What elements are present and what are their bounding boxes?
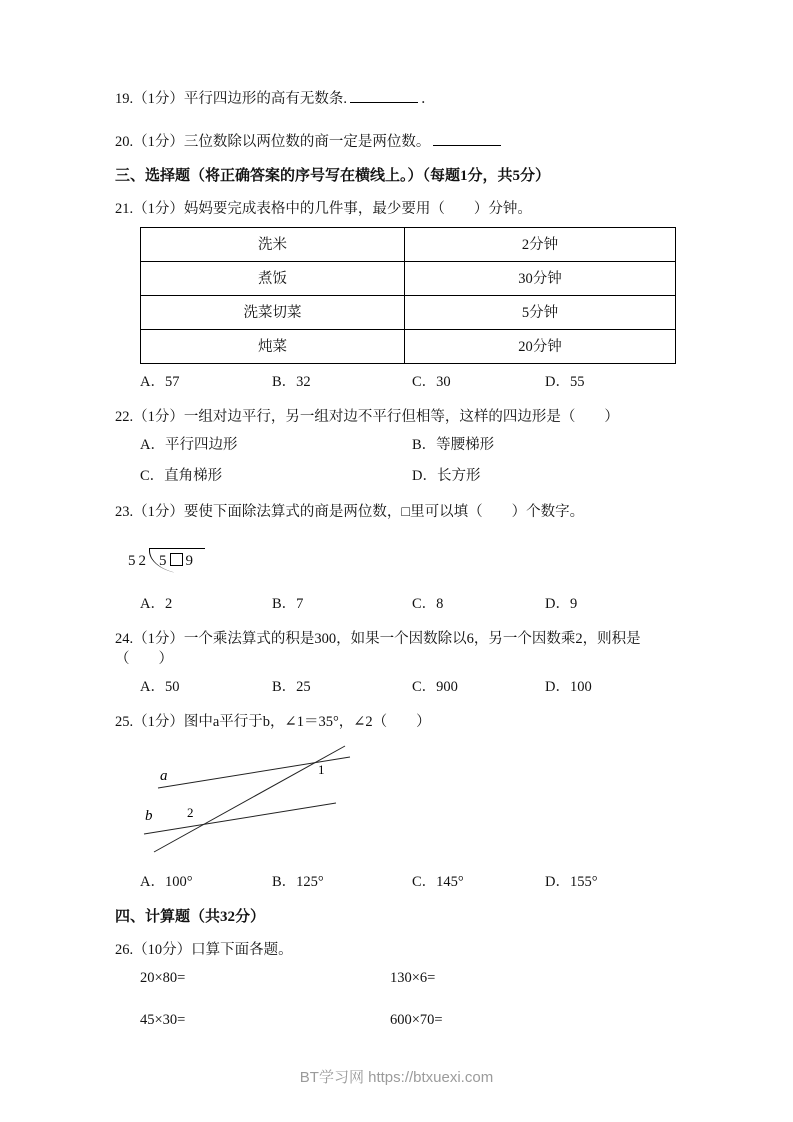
line-a-label: a bbox=[160, 768, 168, 784]
angle-2-label: 2 bbox=[187, 805, 194, 820]
q23-options bbox=[140, 594, 682, 614]
q26-problems bbox=[140, 968, 682, 1030]
q24-option-b: B．25 bbox=[272, 679, 311, 695]
q24-options bbox=[140, 677, 682, 697]
calc-problem: 45×30= bbox=[140, 1012, 186, 1028]
calc-problem: 20×80= bbox=[140, 970, 186, 986]
table-row bbox=[141, 262, 676, 296]
exam-page bbox=[115, 88, 682, 1030]
q25-option-b: B．125° bbox=[272, 874, 324, 890]
question-24-stem: 24.（1分）一个乘法算式的积是300，如果一个因数除以6，另一个因数乘2，则积是（ ） bbox=[115, 631, 641, 667]
q21-option-c: C．30 bbox=[412, 374, 451, 390]
q25-option-c: C．145° bbox=[412, 874, 464, 890]
q22-options bbox=[140, 435, 682, 486]
question-20 bbox=[115, 131, 682, 152]
q23-option-c: C．8 bbox=[412, 596, 444, 612]
table-row bbox=[141, 296, 676, 330]
blank-box-square bbox=[170, 553, 183, 566]
transversal-line bbox=[154, 746, 345, 852]
q21-options bbox=[140, 372, 682, 392]
line-b bbox=[144, 803, 336, 834]
question-20-text: 20.（1分）三位数除以两位数的商一定是两位数。 bbox=[115, 134, 431, 150]
q23-option-a: A．2 bbox=[140, 596, 173, 612]
q22-option-b: B．等腰梯形 bbox=[412, 437, 495, 453]
question-19 bbox=[115, 88, 682, 109]
time-cell: 30分钟 bbox=[405, 262, 676, 296]
q21-option-b: B．32 bbox=[272, 374, 311, 390]
q24-option-d: D．100 bbox=[545, 679, 592, 695]
question-25-stem: 25.（1分）图中a平行于b，∠1＝35°，∠2（ ） bbox=[115, 714, 431, 730]
answer-blank-20 bbox=[433, 131, 501, 146]
task-cell: 洗米 bbox=[141, 228, 405, 262]
time-cell: 2分钟 bbox=[405, 228, 676, 262]
question-26-stem: 26.（10分）口算下面各题。 bbox=[115, 942, 293, 958]
q22-option-d: D．长方形 bbox=[412, 468, 481, 484]
q25-options bbox=[140, 872, 682, 892]
question-23-stem: 23.（1分）要使下面除法算式的商是两位数，□里可以填（ ）个数字。 bbox=[115, 504, 585, 520]
line-b-label: b bbox=[145, 808, 153, 824]
question-22-stem: 22.（1分）一组对边平行，另一组对边不平行但相等，这样的四边形是（ ） bbox=[115, 409, 619, 425]
calc-problem: 600×70= bbox=[390, 1012, 443, 1028]
q21-task-table bbox=[140, 227, 676, 364]
question-19-text: 19.（1分）平行四边形的高有无数条. bbox=[115, 91, 347, 107]
q25-option-d: D．155° bbox=[545, 874, 598, 890]
task-cell: 煮饭 bbox=[141, 262, 405, 296]
q23-option-b: B．7 bbox=[272, 596, 304, 612]
task-cell: 洗菜切菜 bbox=[141, 296, 405, 330]
q23-option-d: D．9 bbox=[545, 596, 578, 612]
dividend-left: 5 bbox=[159, 553, 167, 569]
q24-option-a: A．50 bbox=[140, 679, 180, 695]
site-watermark: BT学习网 https://btxuexi.com bbox=[299, 1069, 494, 1086]
section-4-title: 四、计算题（共32分） bbox=[115, 909, 266, 925]
section-3-title: 三、选择题（将正确答案的序号写在横线上。）（每题1分，共5分） bbox=[115, 168, 551, 184]
task-cell: 炖菜 bbox=[141, 330, 405, 364]
time-cell: 20分钟 bbox=[405, 330, 676, 364]
answer-blank-19 bbox=[350, 88, 418, 103]
table-row bbox=[141, 330, 676, 364]
q21-option-a: A．57 bbox=[140, 374, 180, 390]
time-cell: 5分钟 bbox=[405, 296, 676, 330]
question-19-suffix: ． bbox=[421, 91, 436, 107]
q24-option-c: C．900 bbox=[412, 679, 458, 695]
q25-figure-wrap bbox=[140, 742, 682, 868]
division-bracket bbox=[149, 548, 205, 574]
division-expression bbox=[128, 548, 682, 574]
q25-option-a: A．100° bbox=[140, 874, 193, 890]
q21-option-d: D．55 bbox=[545, 374, 585, 390]
table-row bbox=[141, 228, 676, 262]
question-21-stem: 21.（1分）妈妈要完成表格中的几件事，最少要用（ ）分钟。 bbox=[115, 201, 532, 217]
q22-option-c: C．直角梯形 bbox=[140, 468, 223, 484]
calc-problem: 130×6= bbox=[390, 970, 436, 986]
angle-1-label: 1 bbox=[318, 762, 325, 777]
q22-option-a: A．平行四边形 bbox=[140, 437, 238, 453]
dividend-right: 9 bbox=[185, 553, 193, 569]
divisor: 52 bbox=[128, 553, 149, 569]
parallel-lines-figure bbox=[140, 742, 370, 862]
